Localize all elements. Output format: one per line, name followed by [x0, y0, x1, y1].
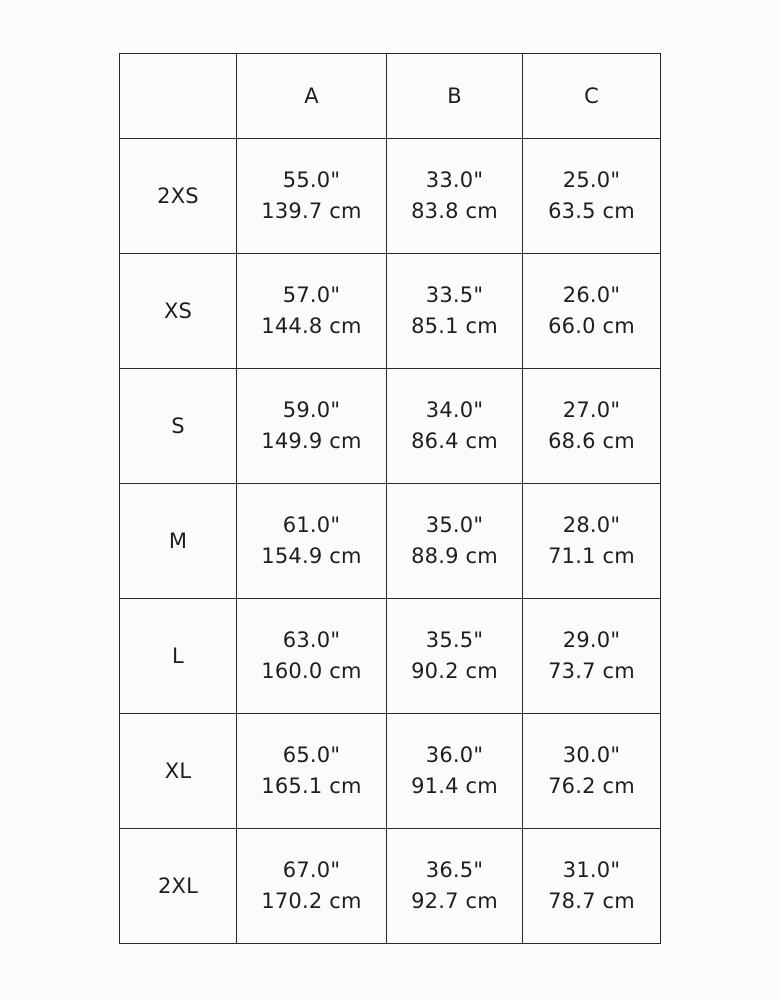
measurement-cell-b	[387, 254, 523, 369]
inches-value: 55.0"	[282, 168, 341, 192]
inches-value: 28.0"	[562, 513, 621, 537]
inches-value: 31.0"	[562, 858, 621, 882]
corner-cell	[120, 54, 237, 139]
measurement-cell-a	[237, 714, 387, 829]
cm-value: 170.2 cm	[261, 889, 362, 913]
inches-value: 67.0"	[282, 858, 341, 882]
column-header-c: C	[523, 54, 661, 139]
cm-value: 71.1 cm	[548, 544, 635, 568]
cm-value: 83.8 cm	[411, 199, 498, 223]
inches-value: 33.0"	[425, 168, 484, 192]
inches-value: 63.0"	[282, 628, 341, 652]
table-row	[120, 254, 661, 369]
cm-value: 73.7 cm	[548, 659, 635, 683]
inches-value: 59.0"	[282, 398, 341, 422]
measurement-cell-b	[387, 599, 523, 714]
inches-value: 34.0"	[425, 398, 484, 422]
table-row	[120, 714, 661, 829]
measurement-cell-b	[387, 369, 523, 484]
inches-value: 35.0"	[425, 513, 484, 537]
cm-value: 86.4 cm	[411, 429, 498, 453]
cm-value: 144.8 cm	[261, 314, 362, 338]
inches-value: 65.0"	[282, 743, 341, 767]
cm-value: 88.9 cm	[411, 544, 498, 568]
measurement-cell-c	[523, 139, 661, 254]
inches-value: 27.0"	[562, 398, 621, 422]
cm-value: 76.2 cm	[548, 774, 635, 798]
cm-value: 149.9 cm	[261, 429, 362, 453]
measurement-cell-c	[523, 714, 661, 829]
cm-value: 85.1 cm	[411, 314, 498, 338]
measurement-cell-c	[523, 599, 661, 714]
table-row	[120, 829, 661, 944]
size-label: XL	[120, 714, 237, 829]
inches-value: 26.0"	[562, 283, 621, 307]
cm-value: 90.2 cm	[411, 659, 498, 683]
measurement-cell-c	[523, 829, 661, 944]
size-label: 2XS	[120, 139, 237, 254]
size-label: S	[120, 369, 237, 484]
cm-value: 160.0 cm	[261, 659, 362, 683]
size-chart-table	[119, 53, 661, 944]
inches-value: 57.0"	[282, 283, 341, 307]
cm-value: 66.0 cm	[548, 314, 635, 338]
table-row	[120, 599, 661, 714]
inches-value: 25.0"	[562, 168, 621, 192]
inches-value: 29.0"	[562, 628, 621, 652]
measurement-cell-c	[523, 254, 661, 369]
measurement-cell-b	[387, 829, 523, 944]
cm-value: 63.5 cm	[548, 199, 635, 223]
cm-value: 154.9 cm	[261, 544, 362, 568]
measurement-cell-a	[237, 484, 387, 599]
measurement-cell-c	[523, 369, 661, 484]
size-label: 2XL	[120, 829, 237, 944]
inches-value: 36.5"	[425, 858, 484, 882]
cm-value: 165.1 cm	[261, 774, 362, 798]
size-label: L	[120, 599, 237, 714]
table-header-row	[120, 54, 661, 139]
measurement-cell-a	[237, 599, 387, 714]
cm-value: 92.7 cm	[411, 889, 498, 913]
measurement-cell-a	[237, 369, 387, 484]
table-row	[120, 484, 661, 599]
inches-value: 61.0"	[282, 513, 341, 537]
column-header-a: A	[237, 54, 387, 139]
inches-value: 36.0"	[425, 743, 484, 767]
measurement-cell-a	[237, 139, 387, 254]
size-label: M	[120, 484, 237, 599]
cm-value: 91.4 cm	[411, 774, 498, 798]
inches-value: 30.0"	[562, 743, 621, 767]
measurement-cell-a	[237, 829, 387, 944]
table-row	[120, 369, 661, 484]
measurement-cell-b	[387, 484, 523, 599]
measurement-cell-b	[387, 139, 523, 254]
size-label: XS	[120, 254, 237, 369]
measurement-cell-c	[523, 484, 661, 599]
table-row	[120, 139, 661, 254]
cm-value: 78.7 cm	[548, 889, 635, 913]
measurement-cell-a	[237, 254, 387, 369]
measurement-cell-b	[387, 714, 523, 829]
column-header-b: B	[387, 54, 523, 139]
inches-value: 35.5"	[425, 628, 484, 652]
cm-value: 68.6 cm	[548, 429, 635, 453]
cm-value: 139.7 cm	[261, 199, 362, 223]
inches-value: 33.5"	[425, 283, 484, 307]
